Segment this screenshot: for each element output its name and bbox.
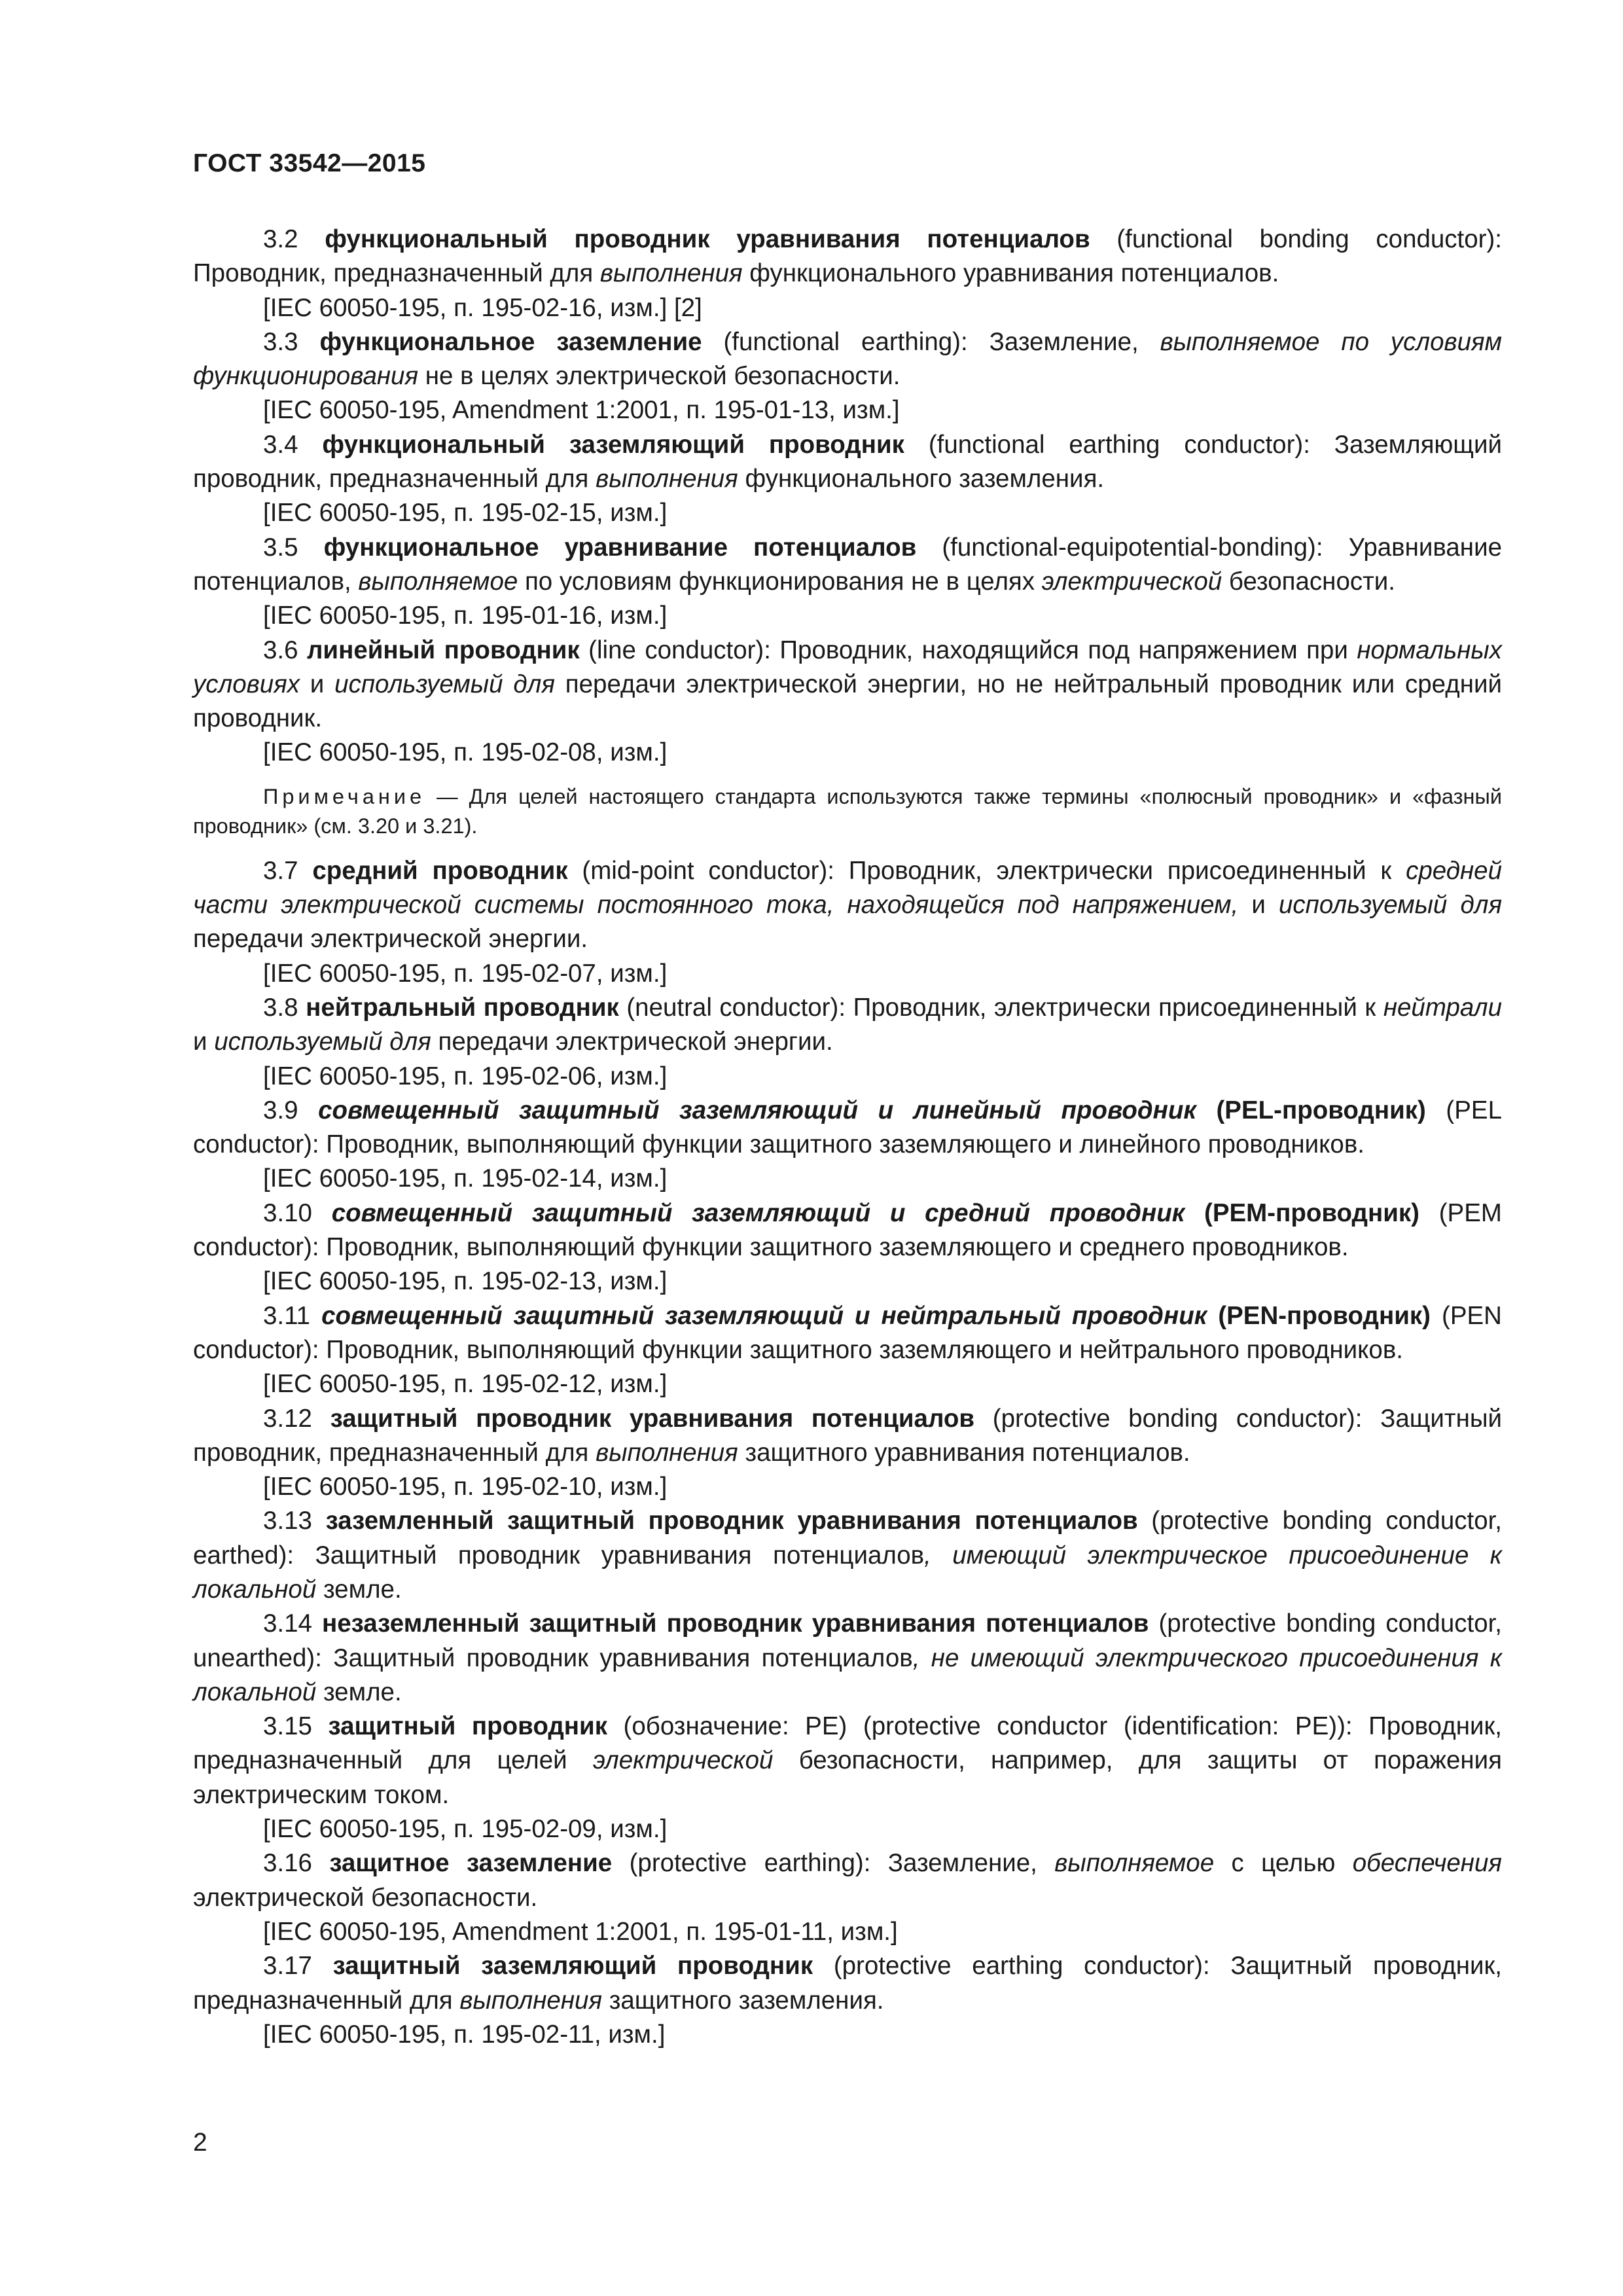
term-emphasis: защитный проводник <box>328 1712 607 1741</box>
term-text: функционального заземления. <box>738 465 1105 493</box>
term-emphasis: используемый для <box>334 670 555 698</box>
term-number: 3.9 <box>263 1096 298 1124</box>
term-text: не в целях электрической безопасности. <box>418 362 901 391</box>
term-emphasis: выполнения <box>599 259 743 288</box>
source-reference: [IEC 60050-195, п. 195-02-12, изм.] <box>263 1370 668 1399</box>
term-number: 3.4 <box>263 430 298 459</box>
term-number: 3.6 <box>263 636 298 664</box>
source-reference: [IEC 60050-195, Amendment 1:2001, п. 195-01-13, изм.] <box>263 396 900 425</box>
term-text: (line conductor): Проводник, находящийся под напряжением при <box>579 636 1357 664</box>
term-text: защитного заземления. <box>602 1986 884 2015</box>
term-text: с целью <box>1214 1849 1353 1878</box>
term-entry <box>193 1949 1502 2018</box>
term-entry <box>193 991 1502 1060</box>
term-emphasis: (PEN-проводник) <box>1207 1301 1431 1330</box>
term-entry <box>193 1094 1502 1162</box>
term-emphasis: используемый для <box>1278 891 1503 920</box>
term-text: и <box>299 670 335 698</box>
term-emphasis: функциональное уравнивание потенциалов <box>323 533 917 562</box>
term-emphasis: (PEM-проводник) <box>1185 1198 1419 1227</box>
source-reference: [IEC 60050-195, п. 195-02-08, изм.] <box>263 738 668 767</box>
term-emphasis: совмещенный защитный заземляющий и нейтральный проводник <box>321 1301 1207 1330</box>
term-text: (PEL conductor): Проводник, выполняющий функции защитного заземляющего и линейного проводников. <box>193 1096 1502 1159</box>
term-text: (protective bonding conductor): Защитный проводник, предназначенный для <box>193 1404 1503 1467</box>
note <box>193 782 1502 841</box>
term-text: (functional earthing): Заземление, <box>702 327 1160 356</box>
term-emphasis: функциональное заземление <box>319 327 702 356</box>
term-text: передачи электрической энергии, но не нейтральный проводник или средний проводник. <box>193 670 1502 733</box>
term-text: безопасности. <box>1222 567 1395 596</box>
term-emphasis: электрической <box>592 1746 774 1775</box>
term-number: 3.12 <box>263 1404 312 1433</box>
source-reference: [IEC 60050-195, п. 195-02-11, изм.] <box>263 2020 666 2049</box>
term-text: передачи электрической энергии. <box>193 925 588 954</box>
term-entry <box>193 854 1502 957</box>
term-text: (functional bonding conductor): Проводник, предназначенный для <box>193 225 1502 288</box>
source-reference: [IEC 60050-195, п. 195-02-07, изм.] <box>263 959 668 988</box>
term-number: 3.11 <box>263 1301 311 1330</box>
term-emphasis: электрической <box>1041 567 1222 596</box>
term-entry <box>193 1504 1502 1607</box>
term-emphasis: выполнения <box>596 465 738 493</box>
term-text: (PEM conductor): Проводник, выполняющий функции защитного заземляющего и среднего проводников. <box>193 1198 1502 1262</box>
term-emphasis: обеспечения <box>1352 1849 1502 1878</box>
term-number: 3.16 <box>263 1849 312 1878</box>
term-entry <box>193 1710 1502 1812</box>
term-emphasis: , не имеющий электрического присоединения к локальной <box>193 1643 1502 1706</box>
term-emphasis: выполняемое <box>1054 1849 1215 1878</box>
source-reference: [IEC 60050-195, п. 195-02-16, изм.] [2] <box>263 293 702 322</box>
term-emphasis: выполнения <box>596 1438 738 1467</box>
term-text: (neutral conductor): Проводник, электрически присоединенный к <box>618 993 1383 1022</box>
term-entry <box>193 1299 1502 1368</box>
term-text: (PEN conductor): Проводник, выполняющий функции защитного заземляющего и нейтрального проводников. <box>193 1301 1502 1364</box>
source-reference: [IEC 60050-195, п. 195-01-16, изм.] <box>263 601 668 630</box>
term-emphasis: совмещенный защитный заземляющий и линейный проводник <box>318 1096 1196 1124</box>
term-text: безопасности, например, для защиты от поражения электрическим током. <box>193 1746 1503 1809</box>
term-text: функционального уравнивания потенциалов. <box>742 259 1279 288</box>
term-number: 3.3 <box>263 327 298 356</box>
page-number: 2 <box>193 2128 207 2157</box>
term-text: земле. <box>316 1677 402 1706</box>
term-text: электрической безопасности. <box>193 1883 538 1912</box>
term-number: 3.7 <box>263 856 298 885</box>
term-number: 3.15 <box>263 1712 312 1741</box>
source-reference: [IEC 60050-195, п. 195-02-09, изм.] <box>263 1815 668 1844</box>
term-emphasis: функциональный заземляющий проводник <box>322 430 904 459</box>
source-reference: [IEC 60050-195, п. 195-02-15, изм.] <box>263 499 668 528</box>
document-header: ГОСТ 33542—2015 <box>193 149 426 177</box>
term-emphasis: , имеющий электрическое присоединение к локальной <box>193 1541 1502 1604</box>
note-label: Примечание <box>263 784 426 808</box>
term-emphasis: средний проводник <box>312 856 568 885</box>
term-emphasis: (PEL-проводник) <box>1196 1096 1426 1124</box>
term-entry <box>193 531 1502 600</box>
term-text: (mid-point conductor): Проводник, электрически присоединенный к <box>567 856 1406 885</box>
term-emphasis: линейный проводник <box>306 636 580 664</box>
term-entry <box>193 634 1502 736</box>
term-emphasis: выполняемое по условиям функционирования <box>193 327 1503 391</box>
term-text: земле. <box>316 1575 402 1604</box>
term-number: 3.5 <box>263 533 298 562</box>
term-emphasis: нейтрали <box>1383 993 1502 1022</box>
term-emphasis: используемый для <box>214 1028 431 1056</box>
source-reference: [IEC 60050-195, Amendment 1:2001, п. 195-01-11, изм.] <box>263 1917 898 1946</box>
term-text: (protective bonding conductor, earthed): Защитный проводник уравнивания потенциалов <box>193 1507 1503 1570</box>
term-entry <box>193 325 1502 394</box>
term-number: 3.14 <box>263 1609 312 1638</box>
terms-content <box>193 223 1502 2052</box>
term-text: и <box>1238 891 1279 920</box>
source-reference: [IEC 60050-195, п. 195-02-06, изм.] <box>263 1062 668 1090</box>
term-entry <box>193 1196 1502 1265</box>
source-reference: [IEC 60050-195, п. 195-02-13, изм.] <box>263 1267 668 1296</box>
term-emphasis: совмещенный защитный заземляющий и средний проводник <box>331 1198 1185 1227</box>
term-text: (protective earthing conductor): Защитный проводник, предназначенный для <box>193 1952 1502 2015</box>
term-entry <box>193 223 1502 291</box>
term-number: 3.10 <box>263 1198 312 1227</box>
term-emphasis: защитный проводник уравнивания потенциалов <box>330 1404 975 1433</box>
term-entry <box>193 1846 1502 1915</box>
term-text: передачи электрической энергии. <box>431 1028 833 1056</box>
term-emphasis: нормальных условиях <box>193 636 1503 698</box>
term-emphasis: выполняемое <box>358 567 518 596</box>
term-number: 3.8 <box>263 993 298 1022</box>
term-text: защитного уравнивания потенциалов. <box>738 1438 1190 1467</box>
term-text: (обозначение: PE) (protective conductor (identification: PE)): Проводник, предназначенный для целей <box>193 1712 1503 1775</box>
term-entry <box>193 1607 1502 1710</box>
term-entry <box>193 1402 1502 1471</box>
term-emphasis: защитный заземляющий проводник <box>332 1952 813 1981</box>
source-reference: [IEC 60050-195, п. 195-02-14, изм.] <box>263 1164 668 1193</box>
term-text: и <box>193 1028 215 1056</box>
term-emphasis: выполнения <box>459 1986 603 2015</box>
term-emphasis: средней части электрической системы постоянного тока, находящейся под напряжением, <box>193 856 1502 920</box>
term-emphasis: защитное заземление <box>329 1849 613 1878</box>
term-emphasis: незаземленный защитный проводник уравнивания потенциалов <box>322 1609 1149 1638</box>
term-entry <box>193 428 1502 497</box>
term-text: (functional-equipotential-bonding): Уравнивание потенциалов, <box>193 533 1502 596</box>
term-text: по условиям функционирования не в целях <box>518 567 1042 596</box>
term-number: 3.17 <box>263 1952 312 1981</box>
term-emphasis: функциональный проводник уравнивания потенциалов <box>325 225 1090 253</box>
term-text: (protective bonding conductor, unearthed): Защитный проводник уравнивания потенциалов <box>193 1609 1503 1672</box>
term-emphasis: нейтральный проводник <box>306 993 619 1022</box>
source-reference: [IEC 60050-195, п. 195-02-10, изм.] <box>263 1473 668 1501</box>
term-number: 3.2 <box>263 225 298 253</box>
note-text: — Для целей настоящего стандарта используются также термины «полюсный проводник» и «фазный проводник» (см. 3.20 и 3.21). <box>193 784 1502 838</box>
term-number: 3.13 <box>263 1507 312 1535</box>
term-text: (functional earthing conductor): Заземляющий проводник, предназначенный для <box>193 430 1502 493</box>
term-emphasis: заземленный защитный проводник уравнивания потенциалов <box>325 1507 1138 1535</box>
term-text: (protective earthing): Заземление, <box>612 1849 1055 1878</box>
